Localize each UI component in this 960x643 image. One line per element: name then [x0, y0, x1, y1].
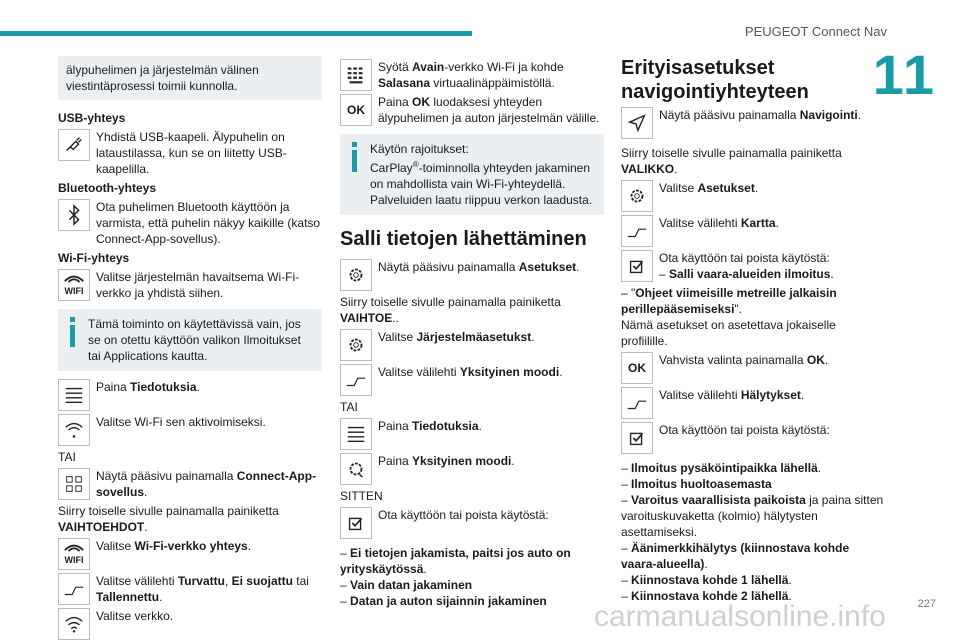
step-system-settings: Valitse Järjestelmäasetukst. [340, 329, 604, 361]
checkbox-icon [621, 422, 653, 454]
options-step: Siirry toiselle sivulle painamalla painiketta VAIHTOEHDOT. [58, 504, 279, 534]
usb-icon [58, 129, 90, 161]
gear-icon [621, 180, 653, 212]
step-select-network: Valitse verkko. [58, 608, 322, 640]
ok-button-icon: OK [621, 352, 653, 384]
notifications-icon [58, 379, 90, 411]
step-confirm: OK Vahvista valinta painamalla OK. [621, 352, 885, 384]
section-heading: Salli tietojen lähettäminen [340, 228, 587, 250]
note-box: älypuhelimen ja järjestelmän välinen viestintäprosessi toimii kunnolla. [58, 56, 322, 100]
step-connect-app: Näytä pääsivu painamalla Connect-App-sovellus. [58, 468, 322, 500]
running-header: PEUGEOT Connect Nav [744, 24, 887, 39]
chapter-number: 11 [872, 43, 936, 106]
tab-icon [621, 387, 653, 419]
usb-heading: USB-yhteys [58, 111, 126, 125]
info-icon [68, 317, 77, 347]
tab-icon [58, 573, 90, 605]
tab-icon [340, 364, 372, 396]
private-mode-icon [340, 453, 372, 485]
step-ok: OK Paina OK luodaksesi yhteyden älypuhelimen ja auton järjestelmän välille. [340, 94, 604, 126]
step-alerts-tab: Valitse välilehti Hälytykset. [621, 387, 885, 419]
step-wifi-network: WIFI Valitse Wi-Fi-verkko yhteys. [58, 538, 322, 570]
step-toggle-alerts: Ota käyttöön tai poista käytöstä: [621, 422, 885, 454]
step-keyboard: Syötä Avain-verkko Wi-Fi ja kohde Salasana virtuaalinäppäimistöllä. [340, 59, 604, 91]
step-map-tab: Valitse välilehti Kartta. [621, 215, 885, 247]
or-label: TAI [58, 450, 76, 464]
wifi-heading: Wi-Fi-yhteys [58, 251, 130, 265]
wifi-icon: WIFI [58, 269, 90, 301]
column-3: Erityisasetukset navigointiyhteyteen Näytä pääsivu painamalla Navigointi. Siirry toiselle sivulle painamalla painiketta VALIKKO. Valitse Asetukset. Valitse välilehti Kartta. Ota käyttöön tai poista käytöstä: – Salli vaara-alueiden ilmoitus. – "Ohjeet viimeisille metreille jalkaisin perillepääsemiseksi". Nämä asetukset on asetettava jokaiselle profiilille. OK Vahvista valinta painamalla OK. Valitse välilehti Hälytykset. Ota käyttöön tai poista käytöstä: – Ilmoitus pysäköintipaikka lähellä. – Ilmoitus huoltoasemasta – Varoitus vaarallisista paikoista ja paina sitten varoituskuvaketta (kolmio) hälytysten asettamiseksi. – Äänimerkkihälytys (kiinnostava kohde vaara-alueella). – Kiinnostava kohde 1 lähellä. – Kiinnostava kohde 2 lähellä. [621, 57, 884, 603]
navigation-icon [621, 107, 653, 139]
ok-button-icon: OK [340, 94, 372, 126]
system-gear-icon [340, 329, 372, 361]
wifi-network-icon: WIFI [58, 538, 90, 570]
column-2: Syötä Avain-verkko Wi-Fi ja kohde Salasana virtuaalinäppäimistöllä. OK Paina OK luodaksesi yhteyden älypuhelimen ja auton järjestelmän välille. Käytön rajoitukset: CarPlay®-toiminnolla yhteyden jakaminen on mahdollista vain Wi-Fi-yhteydellä. Palveluiden laatu riippuu verkon laadusta. Salli tietojen lähettäminen Näytä pääsivu painamalla Asetukset. Siirry toiselle sivulle painamalla painiketta VAIHTOE.. Valitse Järjestelmäasetukst. Valitse välilehti Yksityinen moodi. TAI Paina Tiedotuksia. Paina Yksityinen moodi. SITTEN Ota käyttöön tai poista käytöstä: – Ei tietojen jakamista, paitsi jos auto on yrityskäytössä. – Vain datan jakaminen – Datan ja auton sijainnin jakaminen [340, 56, 604, 609]
notifications-icon [340, 418, 372, 450]
apps-grid-icon [58, 468, 90, 500]
step-toggle: Ota käyttöön tai poista käytöstä: [340, 507, 604, 539]
wifi-signal-icon [58, 608, 90, 640]
step-private-mode: Paina Yksityinen moodi. [340, 453, 604, 485]
wifi-step: WIFI Valitse järjestelmän havaitsema Wi-Fi-verkko ja yhdistä siihen. [58, 269, 322, 301]
step-private-tab: Valitse välilehti Yksityinen moodi. [340, 364, 604, 396]
tab-icon [621, 215, 653, 247]
step-settings: Valitse Asetukset. [621, 180, 885, 212]
info-icon [350, 142, 359, 172]
step-settings: Näytä pääsivu painamalla Asetukset. [340, 259, 604, 291]
wifi-toggle-icon [58, 414, 90, 446]
page-number: 227 [917, 598, 936, 610]
then-label: SITTEN [340, 489, 383, 503]
info-box: Tämä toiminto on käytettävissä vain, jos se on otettu käyttöön valikon Ilmoitukset tai Applications kautta. [58, 309, 322, 371]
watermark: carmanualsonline.info [594, 600, 886, 633]
checkbox-icon [340, 507, 372, 539]
step-wifi-activate: Valitse Wi-Fi sen aktivoimiseksi. [58, 414, 322, 446]
step-notifications: Paina Tiedotuksia. [58, 379, 322, 411]
bluetooth-icon [58, 199, 90, 231]
bluetooth-heading: Bluetooth-yhteys [58, 181, 157, 195]
or-label: TAI [340, 400, 358, 414]
section-heading: Erityisasetukset navigointiyhteyteen [621, 57, 809, 103]
step-navigation: Näytä pääsivu painamalla Navigointi. [621, 107, 885, 139]
header-accent-bar [0, 31, 472, 36]
gear-icon [340, 259, 372, 291]
step-select-tab: Valitse välilehti Turvattu, Ei suojattu tai Tallennettu. [58, 573, 322, 605]
step-toggle: Ota käyttöön tai poista käytöstä: – Salli vaara-alueiden ilmoitus. [621, 250, 885, 282]
checkbox-icon [621, 250, 653, 282]
info-box: Käytön rajoitukset: CarPlay®-toiminnolla yhteyden jakaminen on mahdollista vain Wi-Fi-yhteydellä. Palveluiden laatu riippuu verkon laadusta. [340, 134, 604, 215]
step-notifications: Paina Tiedotuksia. [340, 418, 604, 450]
column-1 [58, 56, 322, 643]
usb-step: Yhdistä USB-kaapeli. Älypuhelin on lataustilassa, kun se on liitetty USB-kaapelilla. [58, 129, 322, 177]
keyboard-icon [340, 59, 372, 91]
bluetooth-step: Ota puhelimen Bluetooth käyttöön ja varmista, että puhelin näkyy kaikille (katso Connect-App-sovellus). [58, 199, 322, 247]
options-step: Siirry toiselle sivulle painamalla painiketta VAIHTOE.. [340, 295, 561, 325]
menu-step: Siirry toiselle sivulle painamalla painiketta VALIKKO. [621, 146, 842, 176]
